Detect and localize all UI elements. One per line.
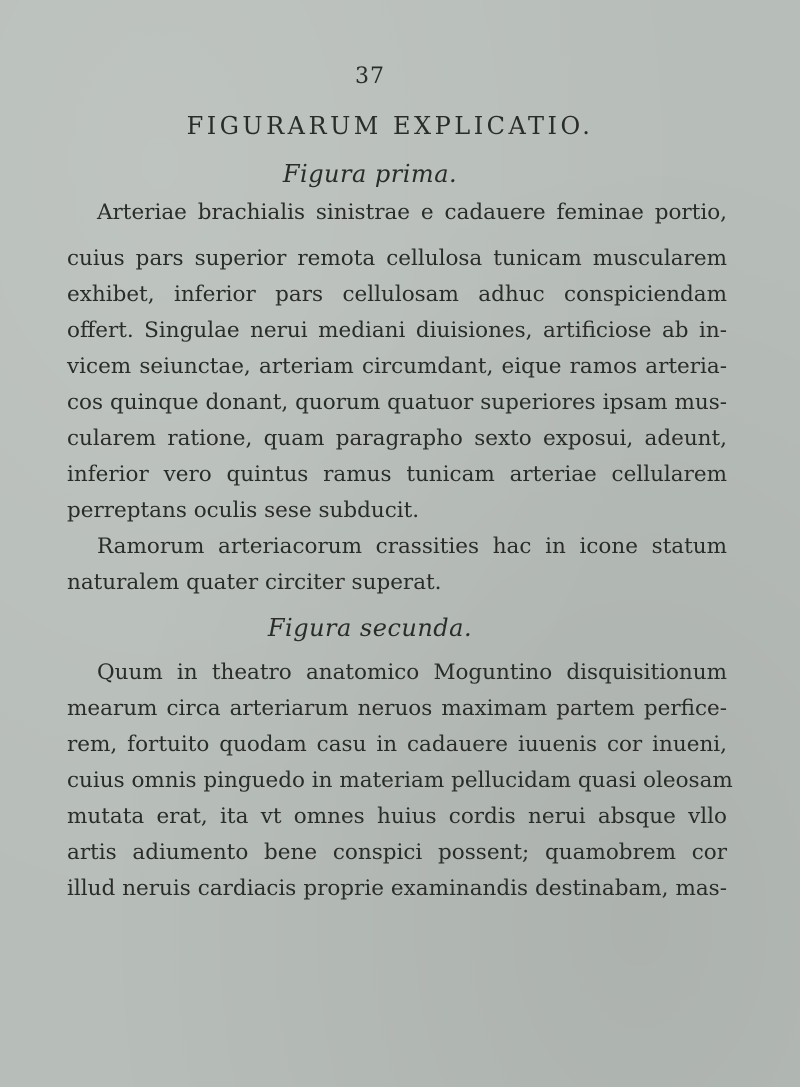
text-line: Ramorum arteriacorum crassities hac in icone statum: [97, 534, 727, 559]
text-line: rem, fortuito quodam casu in cadauere iuuenis cor inueni,: [67, 732, 727, 757]
text-line: offert. Singulae nerui mediani diuisiones, artificiose ab in-: [67, 318, 727, 343]
text-line: cularem ratione, quam paragrapho sexto exposui, adeunt,: [67, 426, 727, 451]
text-line: naturalem quater circiter superat.: [67, 570, 442, 595]
text-line: Quum in theatro anatomico Moguntino disquisitionum: [97, 660, 727, 685]
page-number: 37: [355, 64, 385, 89]
text-line: cos quinque donant, quorum quatuor superiores ipsam mus-: [67, 390, 727, 415]
text-line: illud neruis cardiacis proprie examinandis destinabam, mas-: [67, 876, 727, 901]
page-title: FIGURARUM EXPLICATIO.: [186, 112, 594, 140]
text-line: perreptans oculis sese subducit.: [67, 498, 420, 523]
text-line: vicem seiunctae, arteriam circumdant, eique ramos arteria-: [67, 354, 727, 379]
text-line: cuius pars superior remota cellulosa tunicam muscularem: [67, 246, 727, 271]
text-line: mearum circa arteriarum neruos maximam partem perfice-: [67, 696, 727, 721]
text-line: inferior vero quintus ramus tunicam arteriae cellularem: [67, 462, 727, 487]
text-line: exhibet, inferior pars cellulosam adhuc conspiciendam: [67, 282, 727, 307]
text-line: Arteriae brachialis sinistrae e cadauere feminae portio,: [97, 200, 727, 225]
text-line: cuius omnis pinguedo in materiam pellucidam quasi oleosam: [67, 768, 733, 793]
text-line: artis adiumento bene conspici possent; quamobrem cor: [67, 840, 727, 865]
text-line: mutata erat, ita vt omnes huius cordis nerui absque vllo: [67, 804, 727, 829]
section-heading-secunda: Figura secunda.: [267, 614, 473, 642]
section-heading-prima: Figura prima.: [282, 160, 458, 188]
